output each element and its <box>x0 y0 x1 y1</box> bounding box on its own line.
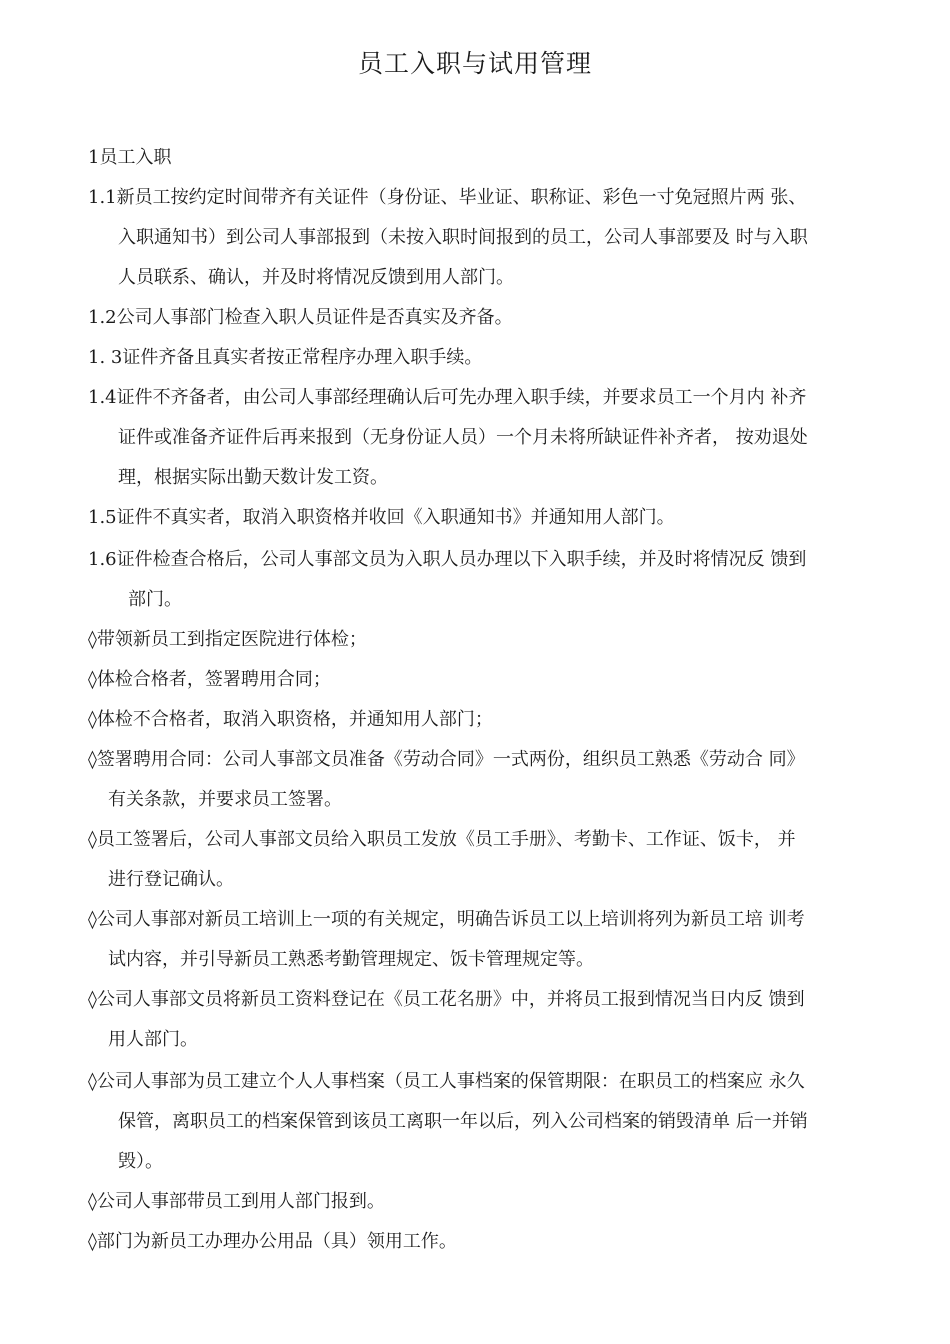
bullet-line: ◊公司人事部文员将新员工资料登记在《员工花名册》中，并将员工报到情况当日内反 馈到 <box>88 989 805 1010</box>
item-line: 1. 3证件齐备且真实者按正常程序办理入职手续。 <box>88 347 483 368</box>
bullet-line: ◊员工签署后，公司人事部文员给入职员工发放《员工手册》、考勤卡、工作证、饭卡， 并 <box>88 829 796 850</box>
item-1-5 <box>88 498 878 538</box>
bullet-line: ◊部门为新员工办理办公用品（具）领用工作。 <box>88 1231 457 1252</box>
item-1-3 <box>88 338 878 378</box>
item-1-6 <box>88 540 878 620</box>
bullet-line: 用人部门。 <box>108 1029 198 1050</box>
bullet-item <box>88 1222 878 1262</box>
bullet-line: ◊体检不合格者，取消入职资格，并通知用人部门； <box>88 709 493 730</box>
bullet-line: 进行登记确认。 <box>108 869 234 890</box>
item-line: 1.6证件检查合格后，公司人事部文员为入职人员办理以下入职手续，并及时将情况反 馈到 <box>88 549 807 570</box>
bullet-item <box>88 700 878 740</box>
item-line: 入职通知书）到公司人事部报到（未按入职时间报到的员工，公司人事部要及 时与入职 <box>118 227 808 248</box>
bullet-line: 试内容，并引导新员工熟悉考勤管理规定、饭卡管理规定等。 <box>108 949 594 970</box>
item-line: 理，根据实际出勤天数计发工资。 <box>118 467 388 488</box>
item-1-1 <box>88 178 878 298</box>
item-1-4 <box>88 378 878 498</box>
bullet-item <box>88 1062 878 1182</box>
section-heading <box>88 138 878 178</box>
page-title: 员工入职与试用管理 <box>357 49 592 78</box>
bullet-item <box>88 1182 878 1222</box>
bullet-line: 有关条款，并要求员工签署。 <box>108 789 342 810</box>
item-line: 1.5证件不真实者，取消入职资格并收回《入职通知书》并通知用人部门。 <box>88 507 675 528</box>
bullet-line: ◊带领新员工到指定医院进行体检； <box>88 629 367 650</box>
bullet-item <box>88 900 878 980</box>
section-heading-text: 1员工入职 <box>88 147 172 168</box>
item-line: 1.2公司人事部门检查入职人员证件是否真实及齐备。 <box>88 307 513 328</box>
bullet-item <box>88 740 878 820</box>
item-line: 人员联系、确认，并及时将情况反馈到用人部门。 <box>118 267 514 288</box>
item-line: 部门。 <box>128 589 182 610</box>
bullet-item <box>88 620 878 660</box>
bullet-line: ◊签署聘用合同：公司人事部文员准备《劳动合同》一式两份，组织员工熟悉《劳动合 同》 <box>88 749 805 770</box>
item-1-2 <box>88 298 878 338</box>
bullet-line: ◊公司人事部为员工建立个人人事档案（员工人事档案的保管期限：在职员工的档案应 永久 <box>88 1071 805 1092</box>
item-line: 1.1新员工按约定时间带齐有关证件（身份证、毕业证、职称证、彩色一寸免冠照片两 张、 <box>88 187 807 208</box>
bullet-line: ◊公司人事部带员工到用人部门报到。 <box>88 1191 385 1212</box>
bullet-line: 毁）。 <box>118 1151 163 1172</box>
bullet-item <box>88 820 878 900</box>
bullet-line: ◊公司人事部对新员工培训上一项的有关规定，明确告诉员工以上培训将列为新员工培 训考 <box>88 909 805 930</box>
bullet-item <box>88 660 878 700</box>
bullet-line: ◊体检合格者，签署聘用合同； <box>88 669 331 690</box>
item-line: 1.4证件不齐备者，由公司人事部经理确认后可先办理入职手续，并要求员工一个月内 补齐 <box>88 387 807 408</box>
item-line: 证件或准备齐证件后再来报到（无身份证人员）一个月未将所缺证件补齐者， 按劝退处 <box>118 427 808 448</box>
bullet-item <box>88 980 878 1060</box>
bullet-line: 保管，离职员工的档案保管到该员工离职一年以后，列入公司档案的销毁清单 后一并销 <box>118 1111 808 1132</box>
